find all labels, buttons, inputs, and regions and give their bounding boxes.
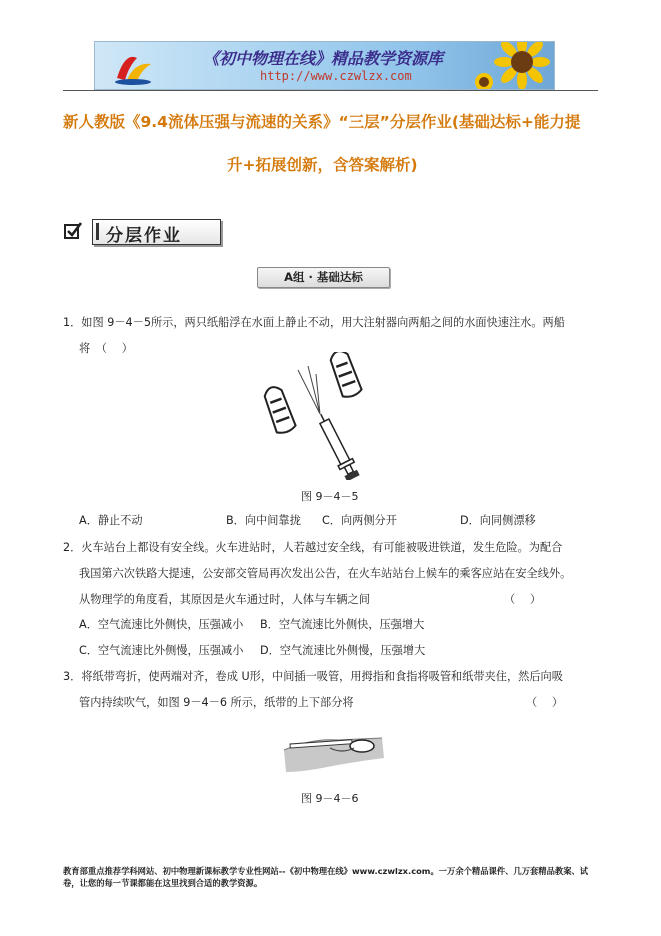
banner-url: http://www.czwlzx.com xyxy=(260,69,412,83)
figure-9-4-5-paper-boats-syringe xyxy=(258,352,370,480)
question-2-text-line-3: 从物理学的角度看，其原因是火车通过时，人体与车辆之间 xyxy=(79,593,370,606)
section-header-label: 分层作业 xyxy=(106,226,182,246)
question-1-option-b: B．向中间靠拢 xyxy=(226,514,301,527)
question-1-option-c: C．向两侧分开 xyxy=(322,514,397,527)
question-2-option-a: A．空气流速比外侧快，压强减小 xyxy=(79,618,244,631)
question-2-option-d: D．空气流速比外侧慢，压强增大 xyxy=(260,644,426,657)
footer-text: 教育部重点推荐学科网站、初中物理新课标教学专业性网站--《初中物理在线》www.czwlzx.com。一万余个精品课件、几万套精品教案、试卷，让您的每一节课都能在这里找到合适的教学资源。 xyxy=(63,866,589,888)
question-1-text-line-1: 1．如图 9－4－5所示，两只纸船浮在水面上静止不动，用大注射器向两船之间的水面快速注水。两船 xyxy=(63,316,565,329)
section-header-bar xyxy=(96,223,99,240)
header-rule xyxy=(63,90,598,91)
question-2-text-line-2: 我国第六次铁路大提速，公安部交管局再次发出公告，在火车站站台上候车的乘客应站在安全线外。 xyxy=(79,567,572,580)
question-2-option-b: B．空气流速比外侧快，压强增大 xyxy=(260,618,425,631)
figure-9-4-6-straw-paper-strip xyxy=(282,728,386,776)
checkbox-checked-icon xyxy=(64,222,82,240)
document-title-line-2: 升+拓展创新，含答案解析) xyxy=(227,156,418,174)
question-1-text-line-2: 将 （ ） xyxy=(79,342,133,355)
question-2-answer-bracket: （ ） xyxy=(504,593,542,606)
question-1-option-a: A．静止不动 xyxy=(79,514,143,527)
figure-9-4-5-caption: 图 9－4－5 xyxy=(301,490,359,503)
question-1-option-d: D．向同侧漂移 xyxy=(460,514,536,527)
question-3-answer-bracket: （ ） xyxy=(526,696,564,709)
sunflower-icon xyxy=(472,41,552,90)
document-title-line-1: 新人教版《9.4流体压强与流速的关系》“三层”分层作业(基础达标+能力提 xyxy=(63,113,581,131)
question-2-text-line-1: 2．火车站台上都设有安全线。火车进站时，人若越过安全线，有可能被吸进铁道，发生危险。为配合 xyxy=(63,541,563,554)
banner-title: 《初中物理在线》精品教学资源库 xyxy=(203,49,444,68)
site-logo-icon xyxy=(111,48,157,86)
group-label: A组 · 基础达标 xyxy=(284,270,363,284)
question-3-text-line-1: 3．将纸带弯折，使两端对齐，卷成 U形，中间插一吸管，用拇指和食指将吸管和纸带夹住，然后向吸 xyxy=(63,670,563,683)
figure-9-4-6-caption: 图 9－4－6 xyxy=(301,792,359,805)
header-banner xyxy=(94,41,555,90)
question-2-option-c: C．空气流速比外侧慢，压强减小 xyxy=(79,644,244,657)
question-3-text-line-2: 管内持续吹气，如图 9－4－6 所示，纸带的上下部分将 xyxy=(79,696,354,709)
